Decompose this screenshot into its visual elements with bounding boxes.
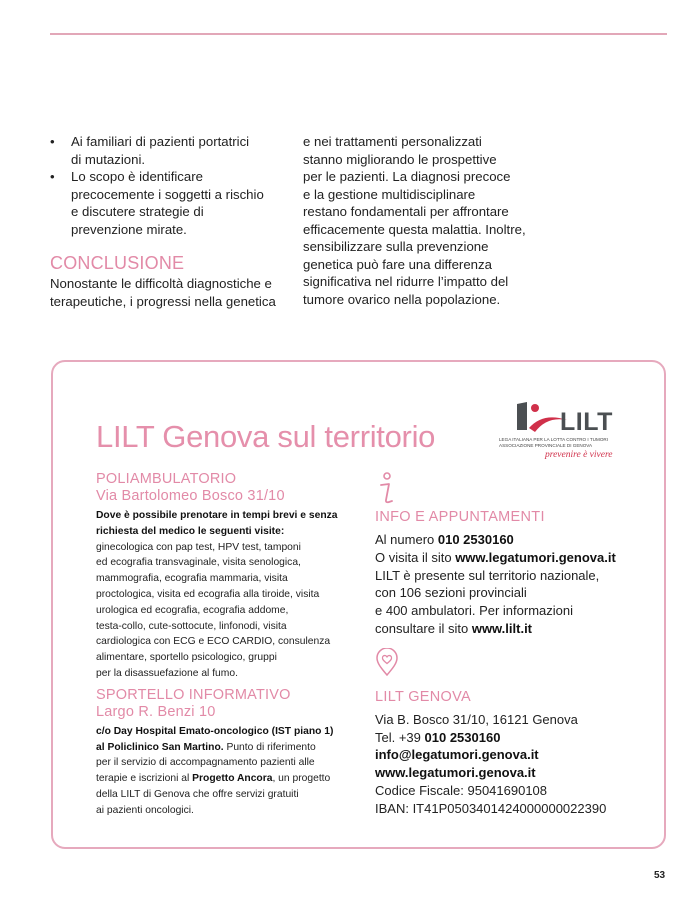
info-title: INFO E APPUNTAMENTI bbox=[375, 509, 545, 525]
sportello-text: c/o Day Hospital Emato-oncologico (IST piano 1) al Policlinico San Martino. Punto di riferimento per il servizio di accompagnamento pazienti alle terapie e iscrizioni al Progetto Ancora, un progetto della LILT di Genova che offre servizi gratuiti ai pazienti oncologici. bbox=[96, 725, 334, 816]
info-site-link: www.legatumori.genova.it bbox=[455, 549, 616, 565]
genova-text: Via B. Bosco 31/10, 16121 Genova Tel. +39 010 2530160 info@legatumori.genova.it www.legatumori.genova.it Codice Fiscale: 95041690108 IBAN: IT41P0503401424000000022390 bbox=[375, 711, 607, 816]
top-divider bbox=[50, 33, 667, 35]
poliambulatorio-text: Dove è possibile prenotare in tempi brevi e senza richiesta del medico le seguenti visite: ginecologica con pap test, HPV test, tamponi ed ecografia transvaginale, visita senologica, mammografia, ecografia mammaria, visita proctologica, visita ed ecografia alla tiroide, visita urologica ed ecografia, ecografia addome, testa-collo, cute-sottocute, linfonodi, visita cardiologica con ECG e ECO CARDIO, consulenza alimentare, sportello psicologico, gruppi per la disassuefazione al fumo. bbox=[96, 510, 338, 679]
sportello-title: SPORTELLO INFORMATIVO bbox=[96, 686, 291, 703]
lilt-logo-tagline: prevenire è vivere bbox=[545, 450, 613, 460]
location-heart-icon bbox=[375, 648, 399, 676]
info-icon bbox=[375, 472, 397, 506]
conclusion-heading: CONCLUSIONE bbox=[50, 253, 185, 273]
bullet-item: • Ai familiari di pazienti portatrici di mutazioni. bbox=[50, 134, 250, 167]
lilt-logo-subtitle: LEGA ITALIANA PER LA LOTTA CONTRO I TUMORI ASSOCIAZIONE PROVINCIALE DI GENOVA bbox=[499, 437, 608, 448]
bullet-dot-icon: • bbox=[50, 169, 55, 184]
bullet-item: • Lo scopo è identificare precocemente i soggetti a rischio e discutere strategie di prevenzione mirate. bbox=[50, 169, 264, 237]
lilt-logo bbox=[499, 396, 631, 472]
genova-phone: 010 2530160 bbox=[424, 729, 501, 745]
lilt-site-link: www.lilt.it bbox=[471, 620, 533, 636]
contacts-section bbox=[375, 508, 655, 818]
info-phone: 010 2530160 bbox=[437, 532, 514, 547]
conclusion-text: Nonostante le difficoltà diagnostiche e terapeutiche, i progressi nella genetica bbox=[50, 276, 276, 309]
bullet-list bbox=[50, 133, 290, 238]
lilt-logo-wordmark: LILT bbox=[560, 408, 613, 436]
poliambulatorio-address: Via Bartolomeo Bosco 31/10 bbox=[96, 488, 285, 504]
genova-web: www.legatumori.genova.it bbox=[375, 765, 536, 781]
box-title: LILT Genova sul territorio bbox=[96, 419, 436, 454]
poliambulatorio-title: POLIAMBULATORIO bbox=[96, 471, 237, 487]
left-column bbox=[50, 133, 290, 310]
bullet-dot-icon: • bbox=[50, 134, 55, 149]
genova-email: info@legatumori.genova.it bbox=[375, 747, 539, 763]
genova-title: LILT GENOVA bbox=[375, 688, 471, 705]
right-column-text: e nei trattamenti personalizzati stanno migliorando le prospettive per le pazienti. La diagnosi precoce e la gestione multidisciplinare restano fondamentali per affrontare efficacemente questa malattia. Inoltre, sensibilizzare sulla prevenzione genetica può fare una differenza significativa nel ridurre l’impatto del tumore ovarico nella popolazione. bbox=[303, 134, 526, 307]
info-text: Al numero 010 2530160 O visita il sito www.legatumori.genova.it LILT è presente sul territorio nazionale, con 106 sezioni provinciali e 400 ambulatori. Per informazioni consultare il sito www.lilt.it bbox=[375, 532, 616, 636]
sportello-address: Largo R. Benzi 10 bbox=[96, 703, 216, 720]
page-number: 53 bbox=[654, 870, 666, 881]
poliambulatorio-section bbox=[96, 471, 356, 819]
